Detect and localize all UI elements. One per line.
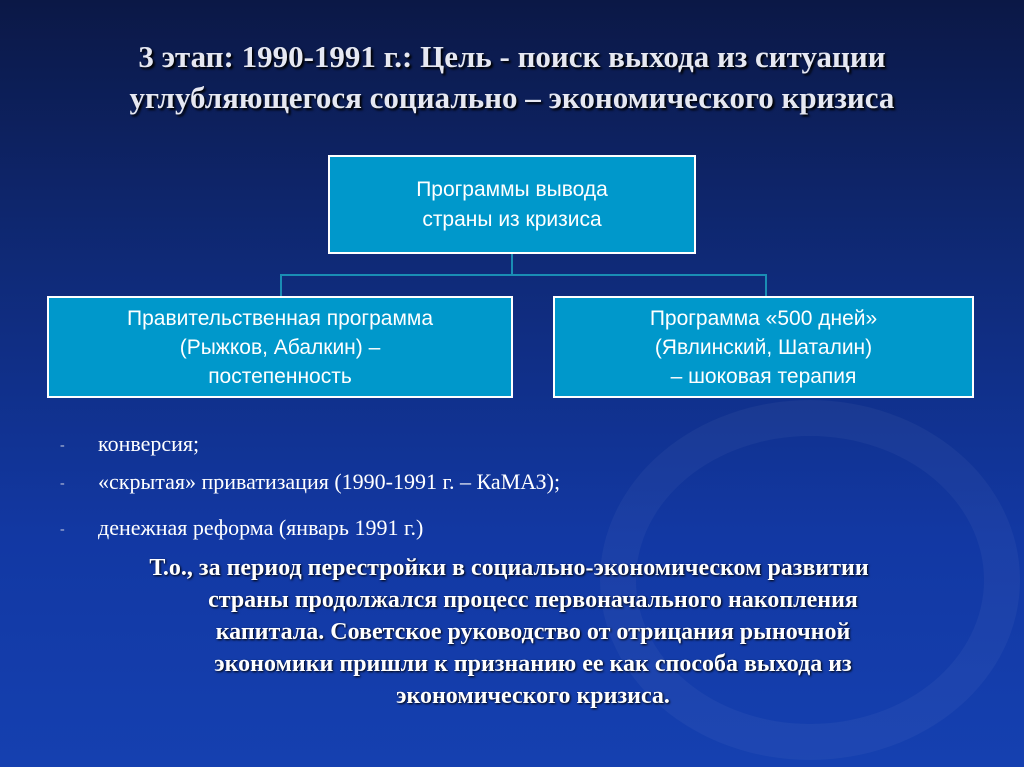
connector-left-down bbox=[280, 274, 282, 297]
box-text-line: Программа «500 дней» bbox=[649, 306, 878, 330]
bullet-text: конверсия; bbox=[98, 431, 200, 456]
connector-right-down bbox=[765, 274, 767, 297]
diagram-root-box bbox=[328, 155, 696, 254]
bullet-text: «скрытая» приватизация (1990-1991 г. – КаМАЗ); bbox=[98, 469, 561, 494]
box-text-line: (Явлинский, Шаталин) bbox=[654, 335, 873, 359]
title-line-1: 3 этап: 1990-1991 г.: Цель - поиск выхода из ситуации bbox=[138, 39, 886, 74]
slide-title bbox=[0, 36, 1024, 118]
bullet-dash: - bbox=[60, 438, 65, 453]
conclusion-line: экономики пришли к признанию ее как способа выхода из bbox=[214, 651, 852, 677]
box-text-line: Программы вывода bbox=[416, 177, 608, 201]
title-line-2: углубляющегося социально – экономического кризиса bbox=[129, 80, 895, 115]
conclusion-paragraph bbox=[0, 552, 1024, 712]
box-text-line: (Рыжков, Абалкин) – bbox=[179, 335, 381, 359]
conclusion-line: экономического кризиса. bbox=[396, 683, 670, 709]
conclusion-line: Т.о., за период перестройки в социально-экономическом развитии bbox=[149, 555, 869, 581]
box-text-line: – шоковая терапия bbox=[670, 364, 857, 388]
diagram-government-program-box bbox=[47, 296, 513, 398]
connector-horizontal bbox=[280, 274, 767, 276]
conclusion-line: страны продолжался процесс первоначального накопления bbox=[208, 587, 858, 613]
box-text-line: постепенность bbox=[208, 364, 352, 388]
bullet-dash: - bbox=[60, 476, 65, 491]
diagram-500-days-box bbox=[553, 296, 974, 398]
bullet-text: денежная реформа (январь 1991 г.) bbox=[98, 515, 424, 540]
conclusion-line: капитала. Советское руководство от отрицания рыночной bbox=[215, 619, 851, 645]
connector-root-down bbox=[511, 253, 513, 276]
box-text-line: страны из кризиса bbox=[422, 207, 602, 231]
box-text-line: Правительственная программа bbox=[127, 306, 433, 330]
bullet-dash: - bbox=[60, 522, 65, 537]
